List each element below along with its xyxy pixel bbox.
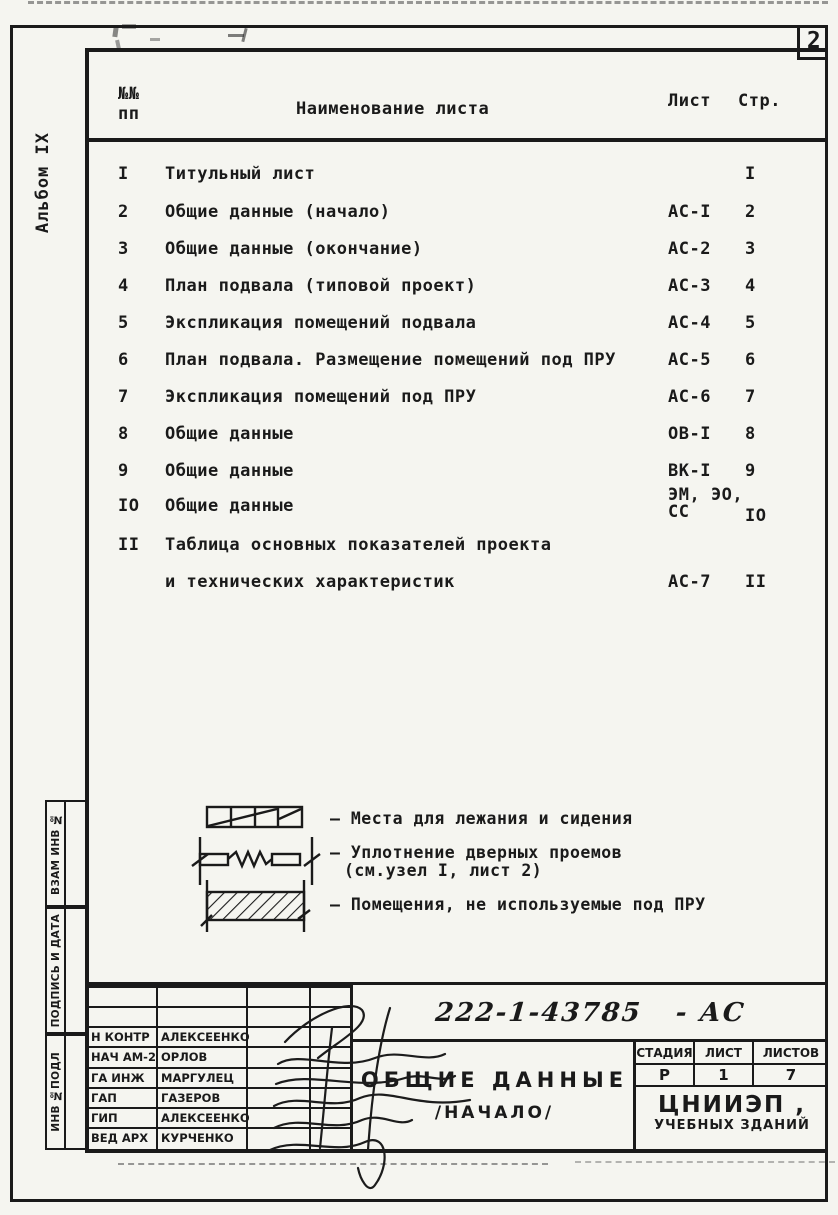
row-name: Общие данные (окончание) (165, 239, 423, 259)
stamp-cell (311, 1008, 350, 1028)
signature-role: ВЕД АРХ (88, 1129, 158, 1149)
stage-value: Р (636, 1065, 695, 1085)
date-cell (311, 1109, 350, 1129)
signature-role: ГАП (88, 1089, 158, 1109)
margin-stamp-label: ИНВ №ПОДЛ (50, 1052, 62, 1132)
legend-label: – Места для лежания и сидения (330, 809, 633, 828)
row-name: Общие данные (начало) (165, 202, 391, 222)
row-num: 7 (118, 387, 129, 407)
signature-role: ГА ИНЖ (88, 1069, 158, 1089)
organization-box (636, 1087, 828, 1149)
row-name: Экспликация помещений подвала (165, 313, 477, 333)
row-sheet: ВК-I (668, 461, 711, 481)
scan-artifact-top-dashes (28, 1, 828, 4)
signature-cell (248, 1028, 311, 1048)
sheet-value: 1 (695, 1065, 754, 1085)
stamp-cell (158, 1008, 248, 1028)
sheets-header: ЛИСТОВ (762, 1045, 820, 1060)
corner-page-number-value: 2 (806, 28, 822, 54)
row-name: План подвала (типовой проект) (165, 276, 477, 296)
organization-name: ЦНИИЭП , (658, 1092, 806, 1118)
row-name: Общие данные (165, 461, 294, 481)
header-rule (85, 138, 828, 142)
row-num: 3 (118, 239, 129, 259)
signature-role: Н КОНТР (88, 1028, 158, 1048)
row-name: Общие данные (165, 424, 294, 444)
date-cell (311, 1129, 350, 1149)
date-cell (311, 1048, 350, 1068)
row-num: 5 (118, 313, 129, 333)
row-page: 2 (745, 202, 756, 222)
row-sheet: АС-2 (668, 239, 711, 259)
door-seal-symbol (190, 837, 322, 885)
margin-stamp-vzam-inv (45, 800, 87, 907)
date-cell (311, 1028, 350, 1048)
row-name: Экспликация помещений под ПРУ (165, 387, 477, 407)
organization-subname: УЧЕБНЫХ ЗДАНИЙ (654, 1118, 810, 1133)
row-page: IO (745, 506, 767, 526)
legend-label: – Уплотнение дверных проемов (330, 843, 623, 862)
row-num: 9 (118, 461, 129, 481)
stamp-cell (88, 1008, 158, 1028)
row-num: I (118, 164, 129, 184)
row-name: Титульный лист (165, 164, 316, 184)
row-name: Таблица основных показателей проекта и технических характеристик (165, 535, 552, 592)
row-num: 2 (118, 202, 129, 222)
row-page: 7 (745, 387, 756, 407)
signature-name: КУРЧЕНКО (158, 1129, 248, 1149)
stamp-cell (311, 988, 350, 1008)
row-page: 9 (745, 461, 756, 481)
col-header-name: Наименование листа (296, 99, 490, 119)
legend-label: – Помещения, не используемые под ПРУ (330, 895, 706, 914)
berth-places-symbol (205, 804, 305, 831)
row-sheet: ОВ-I (668, 424, 711, 444)
sheet-header: ЛИСТ (695, 1042, 754, 1063)
margin-stamp-inv-podl (45, 1034, 87, 1150)
stamp-cell (88, 988, 158, 1008)
row-sheet: АС-7 (668, 572, 711, 592)
signature-table (85, 985, 353, 1152)
non-pru-rooms-symbol (198, 880, 314, 932)
drawing-subtitle: /НАЧАЛО/ (434, 1103, 555, 1123)
row-page: 8 (745, 424, 756, 444)
signature-name: АЛЕКСЕЕНКО (158, 1109, 248, 1129)
row-sheet: АС-6 (668, 387, 711, 407)
row-num: II (118, 535, 140, 555)
col-header-page: Стр. (738, 91, 781, 111)
stage-sheet-box (633, 1042, 828, 1149)
row-page: 4 (745, 276, 756, 296)
col-header-num: №№ пп (118, 84, 140, 124)
row-sheet: АС-I (668, 202, 711, 222)
signature-role: ГИП (88, 1109, 158, 1129)
row-num: IO (118, 496, 140, 516)
row-sheet: ЭМ, ЭО, СС (668, 485, 744, 522)
row-num: 4 (118, 276, 129, 296)
drawing-title: ОБЩИЕ ДАННЫЕ (360, 1068, 629, 1092)
stamp-cell (248, 1008, 311, 1028)
row-name: План подвала. Размещение помещений под ПРУ (165, 350, 616, 370)
signature-cell (248, 1109, 311, 1129)
stamp-cell (248, 988, 311, 1008)
legend-label: (см.узел I, лист 2) (344, 861, 543, 880)
row-page: II (745, 572, 767, 592)
signature-cell (248, 1069, 311, 1089)
drawing-title-box (356, 1042, 633, 1149)
margin-stamp-label: ВЗАМ ИНВ № (50, 812, 62, 895)
col-header-sheet: Лист (668, 91, 711, 111)
signature-name: ОРЛОВ (158, 1048, 248, 1068)
row-page: 3 (745, 239, 756, 259)
album-vertical-label: Альбом IX (33, 132, 53, 234)
doc-suffix: - АС (674, 998, 747, 1028)
margin-stamp-podpis-data (45, 907, 87, 1034)
signature-cell (248, 1129, 311, 1149)
row-sheet: АС-4 (668, 313, 711, 333)
date-cell (311, 1089, 350, 1109)
sheets-value: 7 (785, 1066, 797, 1084)
row-num: 6 (118, 350, 129, 370)
signature-name: ГАЗЕРОВ (158, 1089, 248, 1109)
row-name: Общие данные (165, 496, 294, 516)
margin-stamp-label: ПОДПИСЬ И ДАТА (50, 913, 62, 1028)
row-page: I (745, 164, 756, 184)
signature-role: НАЧ АМ-2 (88, 1048, 158, 1068)
signature-name: МАРГУЛЕЦ (158, 1069, 248, 1089)
row-sheet: АС-3 (668, 276, 711, 296)
signature-cell (248, 1089, 311, 1109)
date-cell (311, 1069, 350, 1089)
document-designation (351, 988, 830, 1038)
row-sheet: АС-5 (668, 350, 711, 370)
stage-header: СТАДИЯ (636, 1042, 695, 1063)
row-page: 6 (745, 350, 756, 370)
signature-cell (248, 1048, 311, 1068)
stamp-cell (158, 988, 248, 1008)
row-page: 5 (745, 313, 756, 333)
row-num: 8 (118, 424, 129, 444)
signature-name: АЛЕКСЕЕНКО (158, 1028, 248, 1048)
doc-number: 222-1-43785 (434, 998, 644, 1028)
